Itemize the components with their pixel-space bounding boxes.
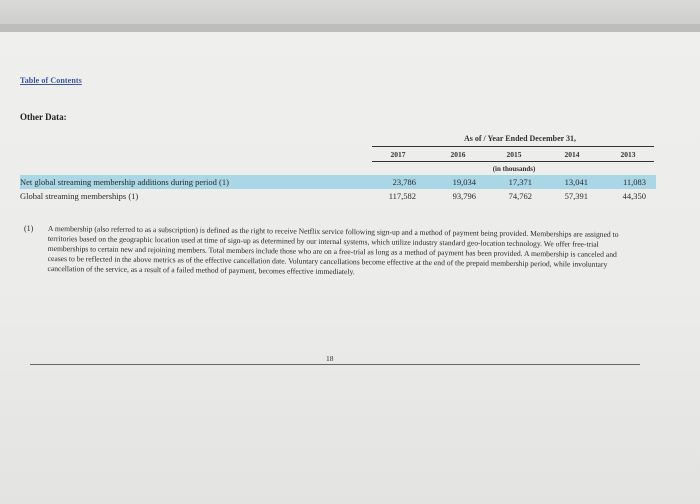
section-heading: Other Data:	[20, 112, 67, 122]
row-label-net-additions: Net global streaming membership additions during period (1)	[20, 177, 229, 187]
period-header: As of / Year Ended December 31,	[463, 134, 577, 143]
net-additions-2013: 11,083	[622, 177, 646, 187]
footnote-marker: (1)	[24, 224, 34, 233]
year-header-2016: 2016	[450, 150, 466, 159]
memberships-2014: 57,391	[564, 191, 588, 201]
memberships-2015: 74,762	[508, 191, 532, 201]
net-additions-2014: 13,041	[564, 177, 588, 187]
net-additions-2017: 23,786	[392, 177, 416, 187]
year-header-row	[372, 146, 654, 162]
units-label: (in thousands)	[492, 165, 536, 173]
page-number: 18	[326, 354, 334, 363]
footnote-text: A membership (also referred to as a subscription) is defined as the right to receive Netflix service following sign-up and a method of payment being provided. Memberships are assigned to territories based on the geographic location used at time of sign-up as determined by our internal systems, which utilize industry standard geo-location technology. We offer free-trial memberships to certain new and rejoining members. Total members include those who are on a free-trial as long as a method of payment has been provided. A membership is canceled and ceases to be reflected in the above metrics as of the effective cancellation date. Voluntary cancellations become effective at the end of the prepaid membership period, while involuntary cancellation of the service, as a result of a failed method of payment, becomes effective immediately.	[47, 224, 619, 277]
table-of-contents-link[interactable]: Table of Contents	[20, 76, 82, 85]
row-label-global-memberships: Global streaming memberships (1)	[20, 191, 139, 201]
year-header-2017: 2017	[390, 150, 406, 159]
memberships-2016: 93,796	[452, 191, 476, 201]
top-divider	[0, 24, 700, 32]
net-additions-2015: 17,371	[508, 177, 532, 187]
memberships-2013: 44,350	[622, 191, 646, 201]
net-additions-2016: 19,034	[452, 177, 476, 187]
bottom-divider	[30, 364, 640, 365]
memberships-2017: 117,582	[388, 191, 416, 201]
year-header-2015: 2015	[506, 150, 522, 159]
window-top-bar	[0, 0, 700, 24]
year-header-2014: 2014	[564, 150, 580, 159]
year-header-2013: 2013	[620, 150, 636, 159]
